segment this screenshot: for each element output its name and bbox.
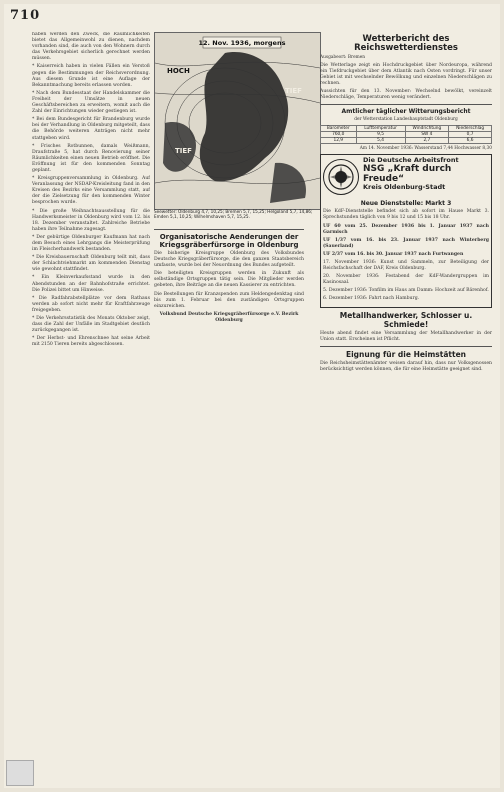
column-left [32,32,150,351]
article-block: haben werden den Zweck, die Räumlichkeiten bietet das Allgemeinwohl zu dienen, nachdem vorhanden sind, die auch von den Wohnern durch das Verkehrsgebiet sicherlich gerechnet werden müssen. [32,32,150,62]
ad-event: 6. Dezember 1936: Fahrt nach Hamburg. [323,296,420,302]
article-block: * Kaiserreich haben in vielen Fällen ein Verstoß gegen die Bestimmungen der Reichsverordnung. Aus diesem Grunde ist eine Auflage der Bekanntmachung bereits erlassen worden. [32,64,150,88]
ad-section: Neue Dienststelle: Markt 3 [360,200,452,208]
article-block: * Bei dem Bundesgericht für Brandenburg wurde bei der Verhandlung in Oldenburg mitgeteilt, dass die Behörde weiteren Anträgen nicht mehr stattgeben wird. [32,117,150,141]
weather-map-graphic [155,33,320,209]
archive-stamp [6,760,34,786]
table-header: Lufttemperatur [356,125,405,131]
weather-map [154,32,321,210]
page-number: 710 [10,8,41,23]
table-cell: SW 4 [405,131,449,137]
weather-table [320,125,492,144]
local-weather-title: Amtlicher täglicher Witterungsbericht [341,108,471,116]
table-cell: 12,9 [321,137,357,143]
water-level: Am 14. November 1936: Wasserstand 7,44 Hochwasser 8,30 [359,145,492,151]
article-block: * Die Verkehrsstatistik des Monats Oktober zeigt, dass die Zahl der Unfälle im Stadtgebiet deutlich zurückgegangen ist. [32,316,150,334]
table-header: Barometer [321,125,357,131]
weather-report-text: Die Wetterlage zeigt ein Hochdruckgebiet über Nordeuropa, während ein Tiefdruckgebiet über dem Atlantik nach Osten vordringt. Für unser Gebiet ist mit wechselnder Bewölkung und einzelnen Niederschlägen zu rechnen. [320,62,492,86]
table-cell: 5,4 [356,137,405,143]
article-block: * Die Kreisbauernschaft Oldenburg teilt mit, dass der Schlachtviehmarkt am kommenden Dienstag wie gewohnt stattfindet. [32,255,150,273]
ad-trip: UF 1/37 vom 16. bis 23. Januar 1937 nach Winterberg (Sauerland) [323,237,489,249]
ad-trip: UF 2/37 vom 16. bis 30. Januar 1937 nach Furtwangen [323,251,464,257]
article-block: * Frisches Rotbunnen, damals Weißmann, Draufstraße 5, hat durch Renovierung seiner Räumlichkeiten einen neuen Betrieb eröffnet. Die Eröffnung ist für den kommenden Sonntag geplant. [32,143,150,173]
advertisement-kdf [320,154,492,307]
article-signature: Volksbund Deutsche Kriegsgräberfürsorge e.V. Bezirk Oldenburg [159,311,299,323]
divider [154,229,304,230]
map-label: TIEF [285,87,302,95]
daf-emblem-icon [323,159,359,195]
table-cell: 0,7 [449,131,492,137]
article-block: * Nach dem Bundesstaat der Handelskammer die Freiheit der Umsätze in neuen Geschäftsbereichen zu erweitern, womit auch die Zahl der Einrichtungen wieder gestiegen ist. [32,90,150,115]
ad-trip: UF 60 vom 25. Dezember 1936 bis 1. Januar 1937 nach Garmisch [323,223,489,235]
map-label: HOCH [167,67,190,75]
closing-text: Die Reichsheimstättenämter weisen darauf hin, dass nur Volksgenossen berücksichtigt werden können, die für eine Heimstätte geeignet sind. [320,360,492,372]
ad-org: Die Deutsche Arbeitsfront [363,156,459,165]
job-text: Heute abend findet eine Versammlung der Metallhandwerker in der Union statt. Erscheinen ist Pflicht. [320,330,492,342]
table-cell: 6,6 [449,137,492,143]
map-title: 12. Nov. 1936, morgens [198,39,286,47]
ad-event: 20. November 1936: Festabend der KdF-Wandergruppen im Kasinosaal. [323,274,489,286]
column-right [320,32,492,375]
article-block: Die beteiligten Kreisgruppen werden in Zukunft als selbständige Ortsgruppen tätig sein. Die Mitglieder werden gebeten, ihre Beiträge an die neuen Kassierer zu entrichten. [154,271,304,289]
divider [320,104,492,105]
article-block: * Die Radfahrabstellplätze vor dem Rathaus werden ab sofort nicht mehr für Kraftfahrzeuge freigegeben. [32,295,150,313]
closing-heading: Eignung für die Heimstätten [345,349,467,359]
divider [320,346,492,347]
article-heading: Organisatorische Aenderungen der Kriegsgräberfürsorge in Oldenburg [159,233,299,249]
article-block: * Der Herbst- und Ehrenschnee hat seine Arbeit mit 2150 Tieren bereits abgeschlossen. [32,336,150,348]
job-heading: Metallhandwerker, Schlosser u. Schmiede! [339,310,473,329]
table-header: Niederschlag [449,125,492,131]
ad-subtitle: Kreis Oldenburg-Stadt [363,183,446,192]
ad-event: 5. Dezember 1936: Tonfilm im Haus am Damm: Hochzeit auf Bärenhof. [323,288,489,294]
ad-event: 17. November 1936: Kunst und Sammeln, zur Beteiligung der Reichsfachschaft der DAF, Kreis Oldenburg. [323,260,489,272]
article-block: * Die große Weihnachtsausstellung für die Handwerksmeister in Oldenburg wird vom 12. bis 18. Dezember veranstaltet. Zahlreiche Betriebe haben ihre Teilnahme zugesagt. [32,208,150,232]
table-cell: 2,7 [405,137,449,143]
local-weather-subtitle: der Wetterstation Landeshauptstadt Oldenburg [354,117,458,123]
weather-report-subtitle: Ausgabeort: Bremen [320,55,366,60]
map-label: TIEF [175,147,192,155]
article-block: Die Bestellungen für Kranzspenden zum Heldengedenktag sind bis zum 1. Februar bei den zuständigen Ortsgruppen einzureichen. [154,291,304,309]
article-block: * Ein Kleinverkaufsstand wurde in den Abendstunden an der Bahnhofstraße errichtet. Die Polizei bittet um Hinweise. [32,275,150,293]
map-caption: Seewetter: Oldenburg 4,7, 10,25; Bremen 5,7, 15,25; Helgoland 5,7, 14,86; Emden 5,1, 10,25; Wilhelmshaven 5,7, 15,25. [154,209,313,219]
article-block: Die bisherige Kreisgruppe Oldenburg des Volksbundes Deutsche Kriegsgräberfürsorge, die den ganzen Staatsbereich umfasste, wurde bei der Neuordnung des Bundes aufgeteilt. [154,251,304,269]
weather-report-title: Wetterbericht des Reichswetterdienstes [354,34,458,53]
column-middle [154,226,304,326]
article-block: * Der gebürtige Oldenburger Kaufmann hat nach dem Besuch eines Lehrgangs die Meisterprüfung im Fleischerhandwerk bestanden. [32,234,150,253]
table-cell: 9,5 [356,131,405,137]
table-cell: 760,0 [321,131,357,137]
ad-title: NSG „Kraft durch Freude“ [363,164,452,185]
weather-forecast: Aussichten für den 13. November: Wechselnd bewölkt, vereinzelt Niederschläge, Temperaturen wenig verändert. [320,88,492,101]
ad-body: Die KdF-Dienststelle befindet sich ab sofort im Hause Markt 3. Sprechstunden täglich von 9 bis 12 und 15 bis 18 Uhr. [323,209,489,221]
table-header: Windrichtung [405,125,449,131]
newspaper-page [4,4,500,788]
article-block: * Kreisgruppenversammlung in Oldenburg. Auf Veranlassung der NSDAP-Kreisleitung fand in den Kreisen des Bezirks eine Versammlung statt, auf der die Zielsetzung für den kommenden Winter besprochen wurde. [32,176,150,206]
